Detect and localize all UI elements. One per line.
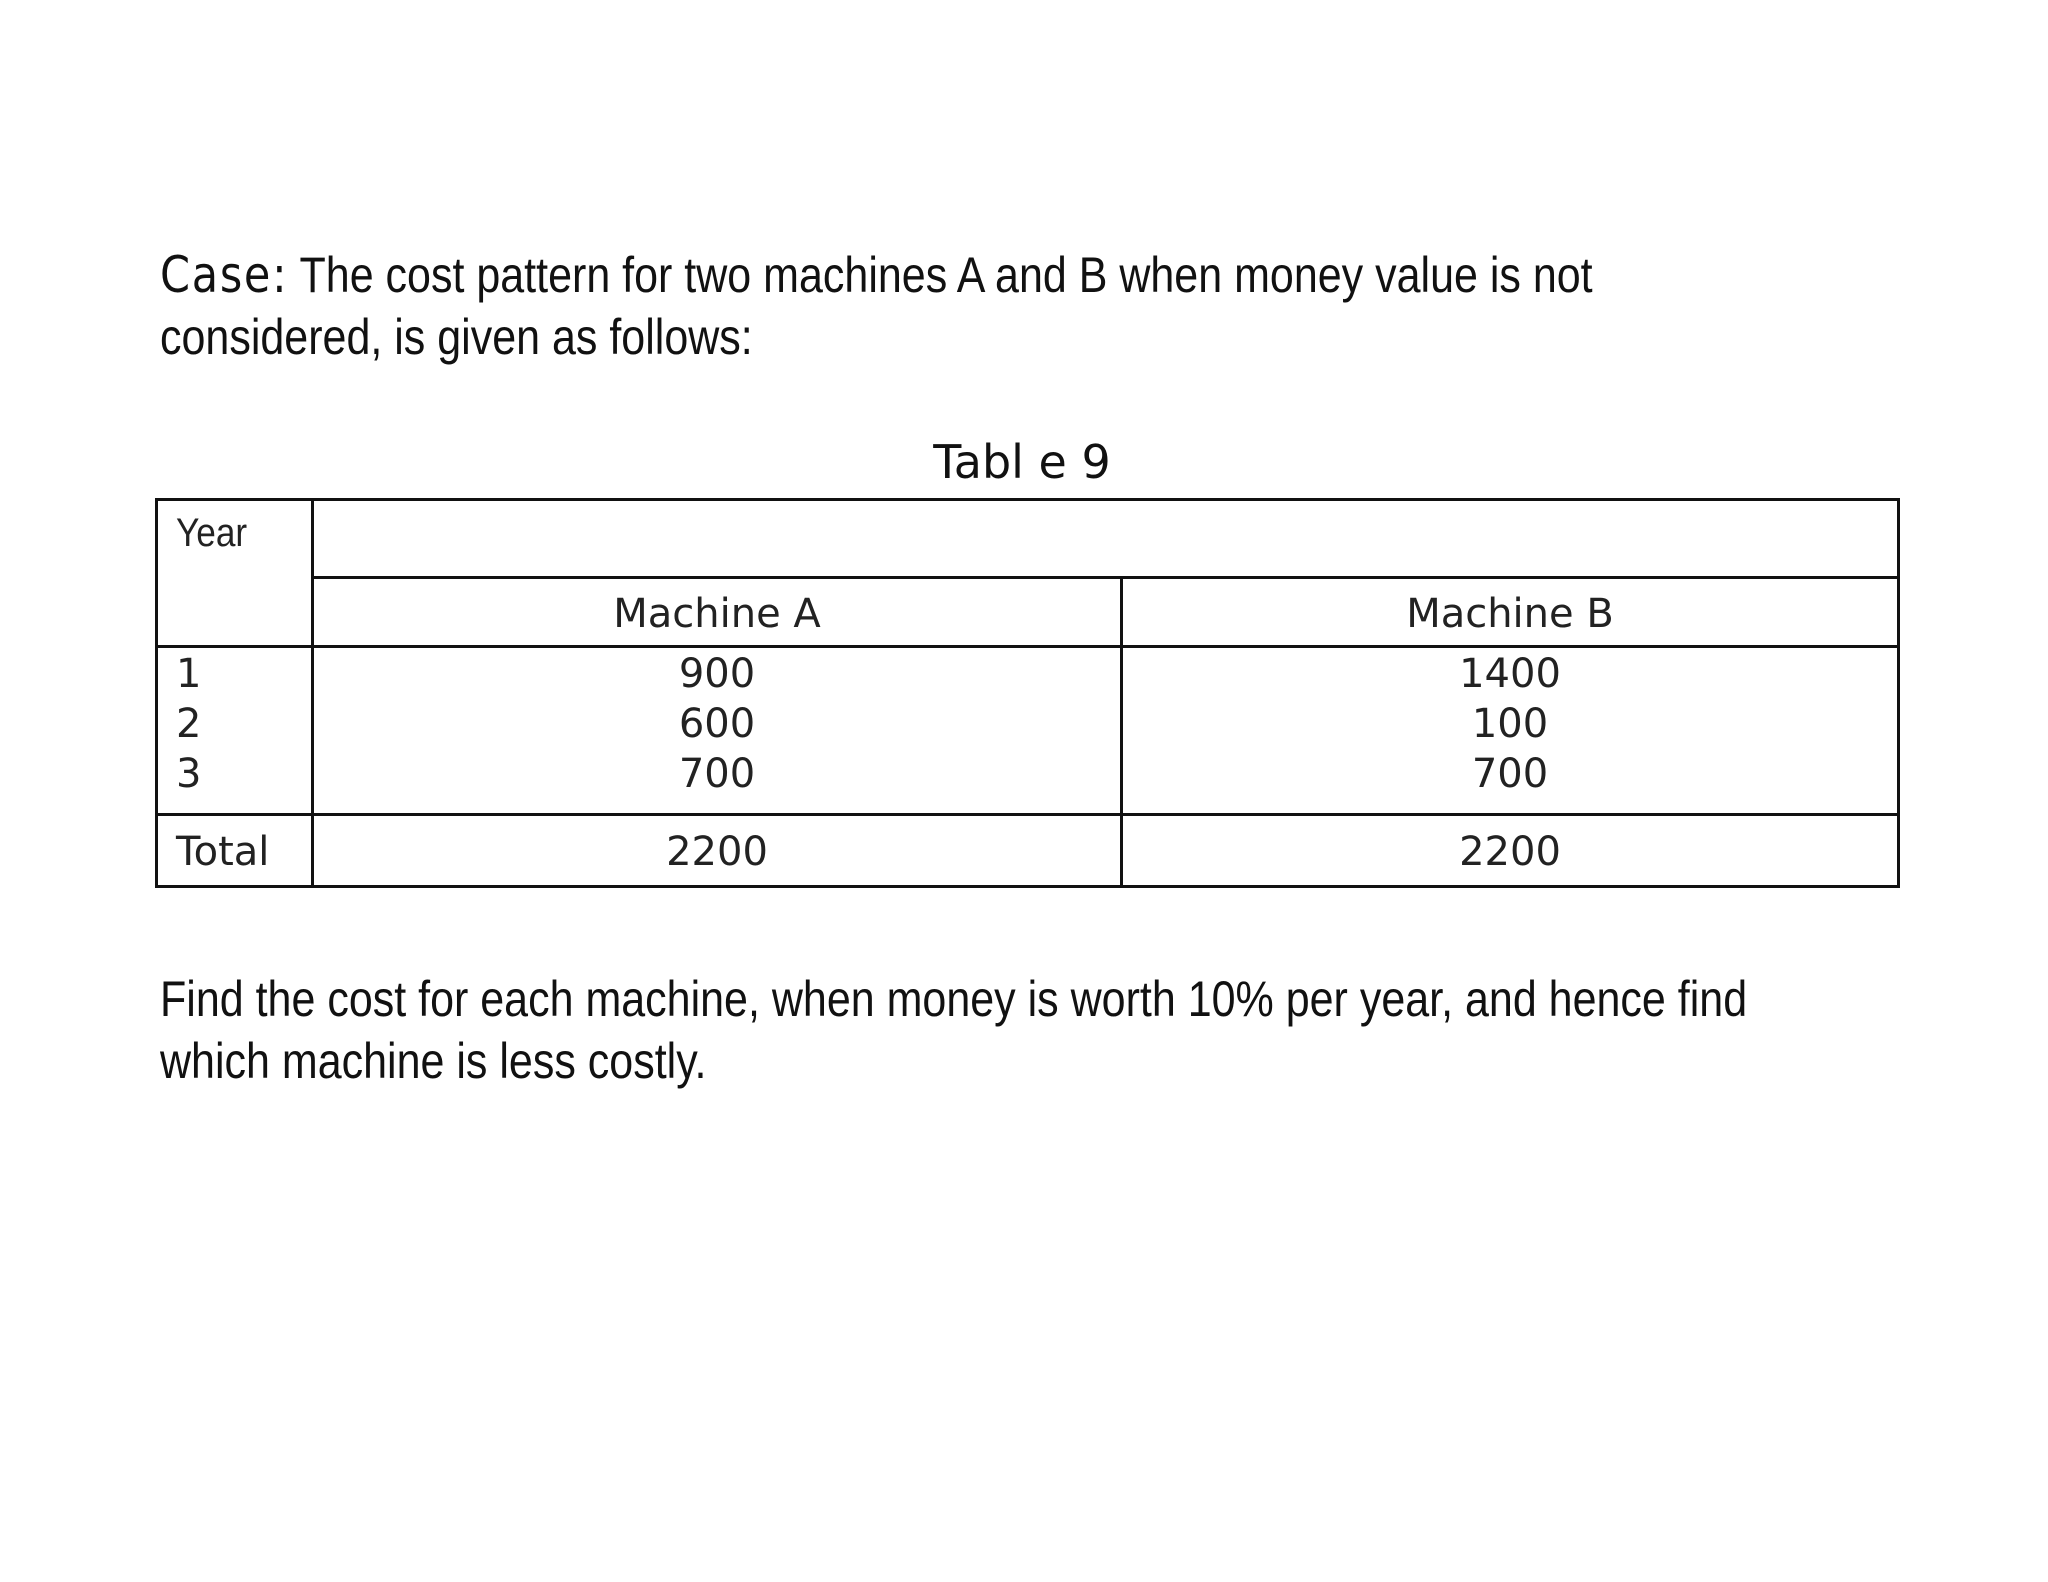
intro-line-2: considered, is given as follows: [160, 309, 753, 365]
table-divider [311, 576, 1897, 579]
cost-table [155, 498, 1900, 888]
intro-line-1: The cost pattern for two machines A and B when money value is not [299, 247, 1593, 303]
table-caption [0, 434, 2048, 490]
question-line-2: which machine is less costly. [160, 1033, 707, 1089]
question-paragraph [160, 968, 1880, 1092]
case-label: Case: [160, 246, 289, 304]
machine-b-header: Machine B [1406, 591, 1614, 637]
machine-a-cost-cell: 700 [678, 751, 756, 797]
machine-a-cost-cell: 900 [678, 651, 756, 697]
machine-a-total: 2200 [666, 829, 768, 875]
machine-a-cost-cell: 600 [678, 701, 756, 747]
machine-a-header: Machine A [613, 591, 821, 637]
machine-b-cost-cell: 1400 [1459, 651, 1561, 697]
year-column-header: Year [176, 511, 248, 555]
year-cell: 3 [176, 751, 202, 797]
machine-b-cost-cell: 700 [1471, 751, 1549, 797]
table-divider [158, 813, 1897, 816]
year-cell: 1 [176, 651, 202, 697]
machine-b-total: 2200 [1459, 829, 1561, 875]
intro-paragraph [160, 244, 1880, 368]
machine-b-cost-cell: 100 [1471, 701, 1549, 747]
table-caption-text: Tabl e 9 [933, 435, 1111, 489]
total-label: Total [176, 829, 270, 875]
question-line-1: Find the cost for each machine, when money is worth 10% per year, and hence find [160, 971, 1748, 1027]
year-cell: 2 [176, 701, 202, 747]
